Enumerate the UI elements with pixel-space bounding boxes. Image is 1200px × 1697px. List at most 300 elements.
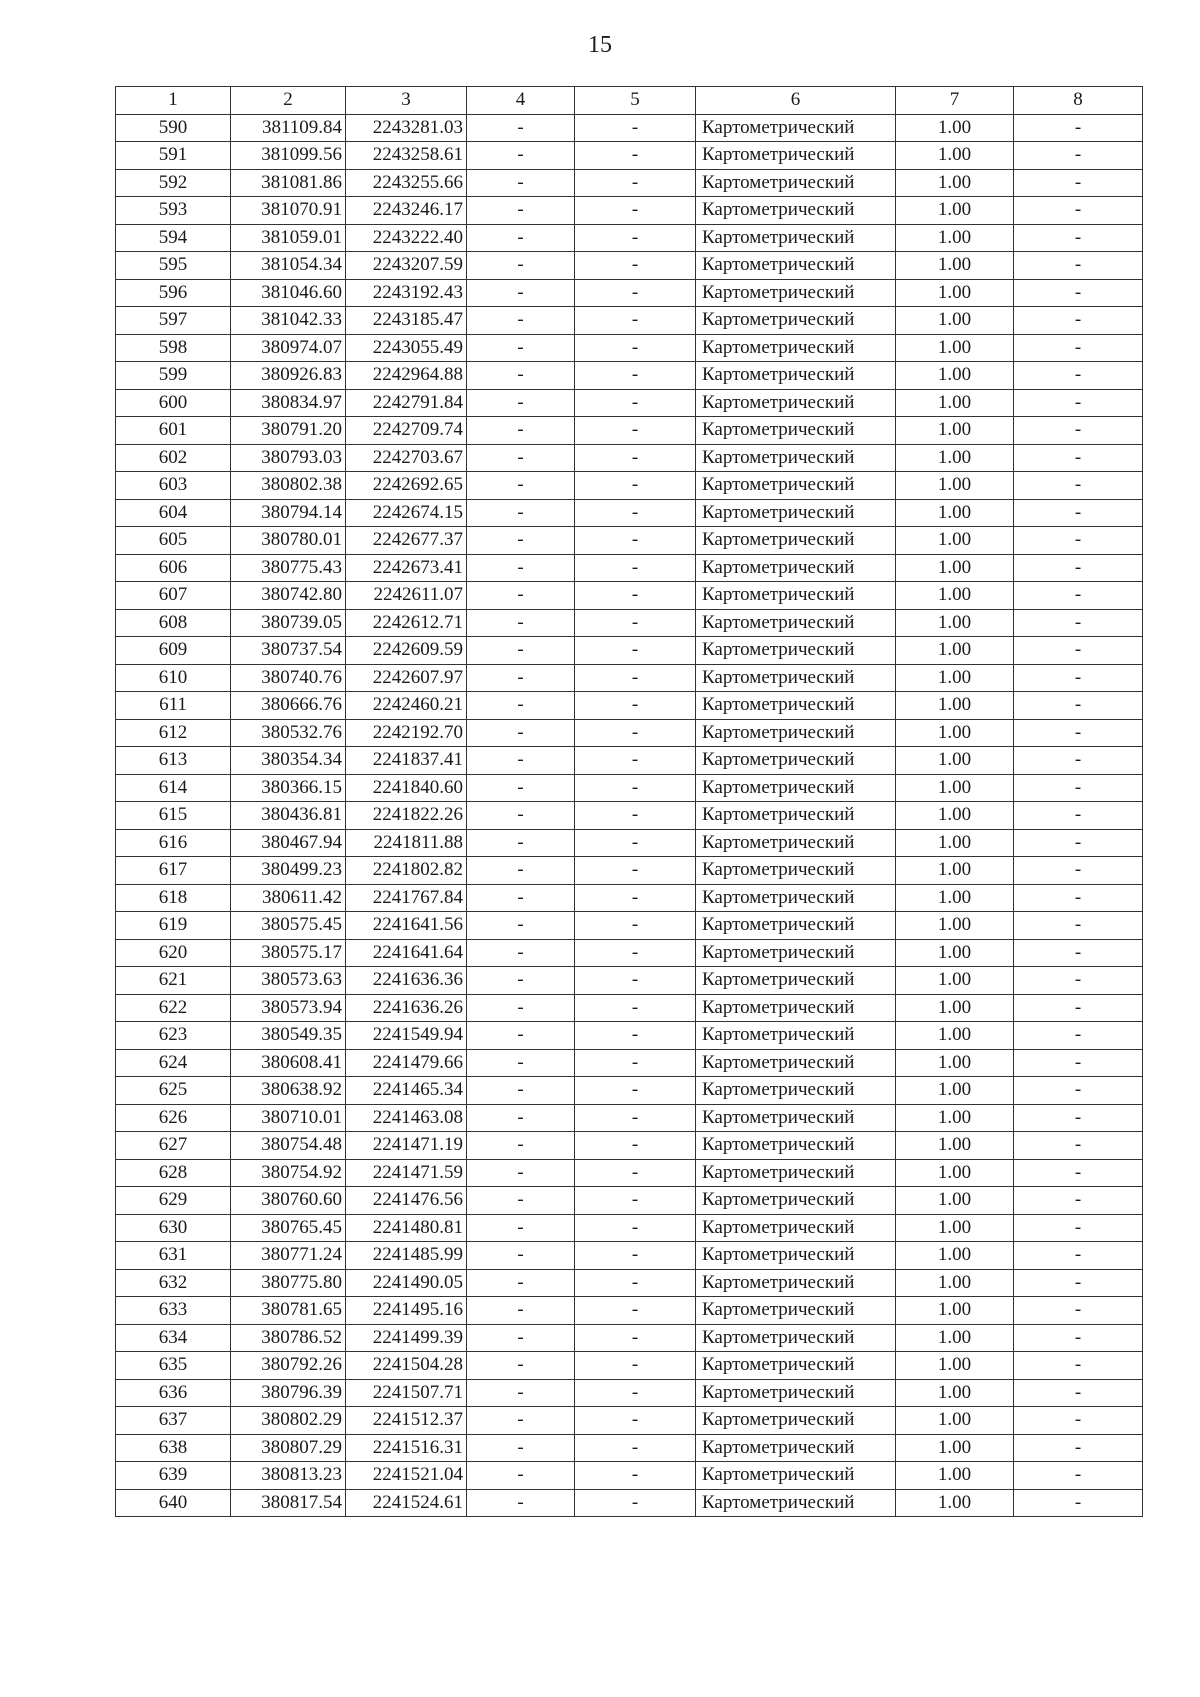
y-coordinate-cell: 2242673.41 xyxy=(346,554,467,582)
col4-cell: - xyxy=(467,912,575,940)
col5-cell: - xyxy=(575,527,696,555)
table-row xyxy=(116,197,1143,225)
col4-cell: - xyxy=(467,692,575,720)
col4-cell: - xyxy=(467,774,575,802)
col8-cell: - xyxy=(1014,884,1143,912)
x-coordinate-cell: 380549.35 xyxy=(231,1022,346,1050)
point-number-cell: 598 xyxy=(116,334,231,362)
col8-cell: - xyxy=(1014,1159,1143,1187)
col4-cell: - xyxy=(467,362,575,390)
y-coordinate-cell: 2242709.74 xyxy=(346,417,467,445)
y-coordinate-cell: 2242611.07 xyxy=(346,582,467,610)
accuracy-cell: 1.00 xyxy=(896,169,1014,197)
col4-cell: - xyxy=(467,637,575,665)
x-coordinate-cell: 380499.23 xyxy=(231,857,346,885)
col4-cell: - xyxy=(467,1214,575,1242)
col4-cell: - xyxy=(467,1462,575,1490)
col8-cell: - xyxy=(1014,1434,1143,1462)
point-number-cell: 602 xyxy=(116,444,231,472)
col8-cell: - xyxy=(1014,719,1143,747)
accuracy-cell: 1.00 xyxy=(896,1269,1014,1297)
accuracy-cell: 1.00 xyxy=(896,1159,1014,1187)
accuracy-cell: 1.00 xyxy=(896,197,1014,225)
table-row xyxy=(116,967,1143,995)
x-coordinate-cell: 380793.03 xyxy=(231,444,346,472)
col4-cell: - xyxy=(467,279,575,307)
method-cell: Картометрический xyxy=(696,169,896,197)
x-coordinate-cell: 380436.81 xyxy=(231,802,346,830)
col8-cell: - xyxy=(1014,1104,1143,1132)
x-coordinate-cell: 380710.01 xyxy=(231,1104,346,1132)
accuracy-cell: 1.00 xyxy=(896,362,1014,390)
col5-cell: - xyxy=(575,857,696,885)
col4-cell: - xyxy=(467,1049,575,1077)
col4-cell: - xyxy=(467,114,575,142)
col8-cell: - xyxy=(1014,527,1143,555)
y-coordinate-cell: 2241490.05 xyxy=(346,1269,467,1297)
table-row xyxy=(116,609,1143,637)
accuracy-cell: 1.00 xyxy=(896,967,1014,995)
x-coordinate-cell: 380611.42 xyxy=(231,884,346,912)
x-coordinate-cell: 380575.45 xyxy=(231,912,346,940)
col4-cell: - xyxy=(467,142,575,170)
y-coordinate-cell: 2241549.94 xyxy=(346,1022,467,1050)
table-row xyxy=(116,334,1143,362)
x-coordinate-cell: 380792.26 xyxy=(231,1352,346,1380)
col5-cell: - xyxy=(575,279,696,307)
col5-cell: - xyxy=(575,1269,696,1297)
col4-cell: - xyxy=(467,1077,575,1105)
y-coordinate-cell: 2241837.41 xyxy=(346,747,467,775)
x-coordinate-cell: 380834.97 xyxy=(231,389,346,417)
col4-cell: - xyxy=(467,1297,575,1325)
x-coordinate-cell: 380354.34 xyxy=(231,747,346,775)
col5-cell: - xyxy=(575,252,696,280)
table-row xyxy=(116,1049,1143,1077)
col4-cell: - xyxy=(467,1434,575,1462)
y-coordinate-cell: 2242192.70 xyxy=(346,719,467,747)
y-coordinate-cell: 2241471.19 xyxy=(346,1132,467,1160)
col5-cell: - xyxy=(575,967,696,995)
x-coordinate-cell: 380974.07 xyxy=(231,334,346,362)
accuracy-cell: 1.00 xyxy=(896,224,1014,252)
method-cell: Картометрический xyxy=(696,1104,896,1132)
accuracy-cell: 1.00 xyxy=(896,994,1014,1022)
method-cell: Картометрический xyxy=(696,664,896,692)
point-number-cell: 631 xyxy=(116,1242,231,1270)
point-number-cell: 612 xyxy=(116,719,231,747)
point-number-cell: 630 xyxy=(116,1214,231,1242)
x-coordinate-cell: 380817.54 xyxy=(231,1489,346,1517)
col8-cell: - xyxy=(1014,1132,1143,1160)
table-row xyxy=(116,664,1143,692)
point-number-cell: 614 xyxy=(116,774,231,802)
accuracy-cell: 1.00 xyxy=(896,1434,1014,1462)
col5-cell: - xyxy=(575,334,696,362)
point-number-cell: 591 xyxy=(116,142,231,170)
accuracy-cell: 1.00 xyxy=(896,472,1014,500)
table-row xyxy=(116,1077,1143,1105)
method-cell: Картометрический xyxy=(696,444,896,472)
point-number-cell: 595 xyxy=(116,252,231,280)
col5-cell: - xyxy=(575,912,696,940)
x-coordinate-cell: 380532.76 xyxy=(231,719,346,747)
point-number-cell: 623 xyxy=(116,1022,231,1050)
table-row xyxy=(116,857,1143,885)
point-number-cell: 635 xyxy=(116,1352,231,1380)
method-cell: Картометрический xyxy=(696,884,896,912)
point-number-cell: 608 xyxy=(116,609,231,637)
method-cell: Картометрический xyxy=(696,1022,896,1050)
y-coordinate-cell: 2241463.08 xyxy=(346,1104,467,1132)
point-number-cell: 590 xyxy=(116,114,231,142)
method-cell: Картометрический xyxy=(696,362,896,390)
col8-cell: - xyxy=(1014,1352,1143,1380)
point-number-cell: 601 xyxy=(116,417,231,445)
x-coordinate-cell: 380802.38 xyxy=(231,472,346,500)
method-cell: Картометрический xyxy=(696,747,896,775)
method-cell: Картометрический xyxy=(696,857,896,885)
accuracy-cell: 1.00 xyxy=(896,1104,1014,1132)
table-row xyxy=(116,1434,1143,1462)
col5-cell: - xyxy=(575,1324,696,1352)
col8-cell: - xyxy=(1014,582,1143,610)
table-row xyxy=(116,802,1143,830)
x-coordinate-cell: 380467.94 xyxy=(231,829,346,857)
point-number-cell: 632 xyxy=(116,1269,231,1297)
col8-cell: - xyxy=(1014,829,1143,857)
y-coordinate-cell: 2241507.71 xyxy=(346,1379,467,1407)
col5-cell: - xyxy=(575,829,696,857)
col5-cell: - xyxy=(575,1187,696,1215)
accuracy-cell: 1.00 xyxy=(896,857,1014,885)
y-coordinate-cell: 2242612.71 xyxy=(346,609,467,637)
y-coordinate-cell: 2241524.61 xyxy=(346,1489,467,1517)
method-cell: Картометрический xyxy=(696,967,896,995)
col4-cell: - xyxy=(467,1324,575,1352)
col8-cell: - xyxy=(1014,1214,1143,1242)
x-coordinate-cell: 380742.80 xyxy=(231,582,346,610)
accuracy-cell: 1.00 xyxy=(896,499,1014,527)
accuracy-cell: 1.00 xyxy=(896,939,1014,967)
col5-cell: - xyxy=(575,692,696,720)
col8-cell: - xyxy=(1014,1489,1143,1517)
method-cell: Картометрический xyxy=(696,334,896,362)
column-header: 2 xyxy=(231,87,346,115)
y-coordinate-cell: 2243258.61 xyxy=(346,142,467,170)
col4-cell: - xyxy=(467,499,575,527)
accuracy-cell: 1.00 xyxy=(896,802,1014,830)
col4-cell: - xyxy=(467,939,575,967)
table-row xyxy=(116,1489,1143,1517)
col4-cell: - xyxy=(467,1379,575,1407)
table-row xyxy=(116,1324,1143,1352)
method-cell: Картометрический xyxy=(696,1462,896,1490)
x-coordinate-cell: 381099.56 xyxy=(231,142,346,170)
col4-cell: - xyxy=(467,857,575,885)
accuracy-cell: 1.00 xyxy=(896,884,1014,912)
col5-cell: - xyxy=(575,802,696,830)
point-number-cell: 633 xyxy=(116,1297,231,1325)
col4-cell: - xyxy=(467,719,575,747)
col4-cell: - xyxy=(467,417,575,445)
col8-cell: - xyxy=(1014,1269,1143,1297)
accuracy-cell: 1.00 xyxy=(896,1352,1014,1380)
accuracy-cell: 1.00 xyxy=(896,1462,1014,1490)
x-coordinate-cell: 380573.94 xyxy=(231,994,346,1022)
col5-cell: - xyxy=(575,1159,696,1187)
table-row xyxy=(116,692,1143,720)
method-cell: Картометрический xyxy=(696,774,896,802)
col5-cell: - xyxy=(575,747,696,775)
y-coordinate-cell: 2241480.81 xyxy=(346,1214,467,1242)
table-row xyxy=(116,307,1143,335)
y-coordinate-cell: 2241516.31 xyxy=(346,1434,467,1462)
col4-cell: - xyxy=(467,389,575,417)
table-row xyxy=(116,252,1143,280)
accuracy-cell: 1.00 xyxy=(896,1132,1014,1160)
method-cell: Картометрический xyxy=(696,197,896,225)
point-number-cell: 640 xyxy=(116,1489,231,1517)
col5-cell: - xyxy=(575,774,696,802)
point-number-cell: 611 xyxy=(116,692,231,720)
col4-cell: - xyxy=(467,967,575,995)
col4-cell: - xyxy=(467,747,575,775)
accuracy-cell: 1.00 xyxy=(896,1214,1014,1242)
col8-cell: - xyxy=(1014,1187,1143,1215)
col8-cell: - xyxy=(1014,664,1143,692)
point-number-cell: 637 xyxy=(116,1407,231,1435)
accuracy-cell: 1.00 xyxy=(896,279,1014,307)
col4-cell: - xyxy=(467,1104,575,1132)
point-number-cell: 594 xyxy=(116,224,231,252)
col8-cell: - xyxy=(1014,1049,1143,1077)
col4-cell: - xyxy=(467,1132,575,1160)
method-cell: Картометрический xyxy=(696,1489,896,1517)
point-number-cell: 619 xyxy=(116,912,231,940)
y-coordinate-cell: 2241521.04 xyxy=(346,1462,467,1490)
col4-cell: - xyxy=(467,169,575,197)
table-row xyxy=(116,1132,1143,1160)
method-cell: Картометрический xyxy=(696,1077,896,1105)
method-cell: Картометрический xyxy=(696,1324,896,1352)
accuracy-cell: 1.00 xyxy=(896,417,1014,445)
x-coordinate-cell: 381059.01 xyxy=(231,224,346,252)
col8-cell: - xyxy=(1014,1022,1143,1050)
accuracy-cell: 1.00 xyxy=(896,1242,1014,1270)
x-coordinate-cell: 380765.45 xyxy=(231,1214,346,1242)
col8-cell: - xyxy=(1014,774,1143,802)
x-coordinate-cell: 380737.54 xyxy=(231,637,346,665)
col8-cell: - xyxy=(1014,554,1143,582)
accuracy-cell: 1.00 xyxy=(896,774,1014,802)
table-row xyxy=(116,169,1143,197)
x-coordinate-cell: 380740.76 xyxy=(231,664,346,692)
x-coordinate-cell: 380926.83 xyxy=(231,362,346,390)
y-coordinate-cell: 2242677.37 xyxy=(346,527,467,555)
header-row xyxy=(116,87,1143,115)
y-coordinate-cell: 2242964.88 xyxy=(346,362,467,390)
col5-cell: - xyxy=(575,637,696,665)
method-cell: Картометрический xyxy=(696,499,896,527)
col4-cell: - xyxy=(467,1407,575,1435)
col4-cell: - xyxy=(467,994,575,1022)
col4-cell: - xyxy=(467,1022,575,1050)
col5-cell: - xyxy=(575,1049,696,1077)
x-coordinate-cell: 380666.76 xyxy=(231,692,346,720)
table-row xyxy=(116,444,1143,472)
accuracy-cell: 1.00 xyxy=(896,142,1014,170)
accuracy-cell: 1.00 xyxy=(896,912,1014,940)
col5-cell: - xyxy=(575,224,696,252)
table-row xyxy=(116,224,1143,252)
table-row xyxy=(116,1297,1143,1325)
method-cell: Картометрический xyxy=(696,582,896,610)
col8-cell: - xyxy=(1014,224,1143,252)
col5-cell: - xyxy=(575,1379,696,1407)
table-row xyxy=(116,554,1143,582)
col5-cell: - xyxy=(575,499,696,527)
accuracy-cell: 1.00 xyxy=(896,334,1014,362)
col5-cell: - xyxy=(575,472,696,500)
col8-cell: - xyxy=(1014,1379,1143,1407)
accuracy-cell: 1.00 xyxy=(896,1187,1014,1215)
y-coordinate-cell: 2241811.88 xyxy=(346,829,467,857)
method-cell: Картометрический xyxy=(696,554,896,582)
col4-cell: - xyxy=(467,224,575,252)
point-number-cell: 626 xyxy=(116,1104,231,1132)
col4-cell: - xyxy=(467,609,575,637)
col8-cell: - xyxy=(1014,142,1143,170)
y-coordinate-cell: 2243185.47 xyxy=(346,307,467,335)
x-coordinate-cell: 380739.05 xyxy=(231,609,346,637)
col4-cell: - xyxy=(467,582,575,610)
col5-cell: - xyxy=(575,1242,696,1270)
y-coordinate-cell: 2242609.59 xyxy=(346,637,467,665)
col8-cell: - xyxy=(1014,692,1143,720)
x-coordinate-cell: 380638.92 xyxy=(231,1077,346,1105)
table-row xyxy=(116,1407,1143,1435)
method-cell: Картометрический xyxy=(696,114,896,142)
col8-cell: - xyxy=(1014,444,1143,472)
col8-cell: - xyxy=(1014,1077,1143,1105)
x-coordinate-cell: 381109.84 xyxy=(231,114,346,142)
col4-cell: - xyxy=(467,1489,575,1517)
col5-cell: - xyxy=(575,884,696,912)
point-number-cell: 627 xyxy=(116,1132,231,1160)
accuracy-cell: 1.00 xyxy=(896,829,1014,857)
method-cell: Картометрический xyxy=(696,1352,896,1380)
col4-cell: - xyxy=(467,197,575,225)
col5-cell: - xyxy=(575,1104,696,1132)
table-row xyxy=(116,994,1143,1022)
table-row xyxy=(116,389,1143,417)
col4-cell: - xyxy=(467,1187,575,1215)
x-coordinate-cell: 380775.80 xyxy=(231,1269,346,1297)
accuracy-cell: 1.00 xyxy=(896,527,1014,555)
column-header: 7 xyxy=(896,87,1014,115)
col8-cell: - xyxy=(1014,1242,1143,1270)
method-cell: Картометрический xyxy=(696,1242,896,1270)
point-number-cell: 613 xyxy=(116,747,231,775)
method-cell: Картометрический xyxy=(696,1187,896,1215)
y-coordinate-cell: 2241465.34 xyxy=(346,1077,467,1105)
col8-cell: - xyxy=(1014,802,1143,830)
col5-cell: - xyxy=(575,994,696,1022)
accuracy-cell: 1.00 xyxy=(896,1379,1014,1407)
column-header: 5 xyxy=(575,87,696,115)
accuracy-cell: 1.00 xyxy=(896,692,1014,720)
y-coordinate-cell: 2241802.82 xyxy=(346,857,467,885)
y-coordinate-cell: 2242703.67 xyxy=(346,444,467,472)
accuracy-cell: 1.00 xyxy=(896,1489,1014,1517)
col5-cell: - xyxy=(575,444,696,472)
point-number-cell: 629 xyxy=(116,1187,231,1215)
x-coordinate-cell: 381070.91 xyxy=(231,197,346,225)
col8-cell: - xyxy=(1014,1297,1143,1325)
col8-cell: - xyxy=(1014,307,1143,335)
col8-cell: - xyxy=(1014,169,1143,197)
point-number-cell: 606 xyxy=(116,554,231,582)
y-coordinate-cell: 2241471.59 xyxy=(346,1159,467,1187)
accuracy-cell: 1.00 xyxy=(896,554,1014,582)
method-cell: Картометрический xyxy=(696,1214,896,1242)
y-coordinate-cell: 2241822.26 xyxy=(346,802,467,830)
column-header: 1 xyxy=(116,87,231,115)
accuracy-cell: 1.00 xyxy=(896,252,1014,280)
method-cell: Картометрический xyxy=(696,1297,896,1325)
y-coordinate-cell: 2243246.17 xyxy=(346,197,467,225)
table-row xyxy=(116,142,1143,170)
method-cell: Картометрический xyxy=(696,307,896,335)
col8-cell: - xyxy=(1014,417,1143,445)
accuracy-cell: 1.00 xyxy=(896,582,1014,610)
table-row xyxy=(116,637,1143,665)
table-row xyxy=(116,719,1143,747)
col8-cell: - xyxy=(1014,912,1143,940)
col8-cell: - xyxy=(1014,994,1143,1022)
method-cell: Картометрический xyxy=(696,637,896,665)
method-cell: Картометрический xyxy=(696,224,896,252)
y-coordinate-cell: 2241641.56 xyxy=(346,912,467,940)
col4-cell: - xyxy=(467,334,575,362)
col5-cell: - xyxy=(575,197,696,225)
method-cell: Картометрический xyxy=(696,252,896,280)
coordinates-table xyxy=(115,86,1143,1517)
col8-cell: - xyxy=(1014,637,1143,665)
col4-cell: - xyxy=(467,252,575,280)
col5-cell: - xyxy=(575,609,696,637)
table-row xyxy=(116,747,1143,775)
col5-cell: - xyxy=(575,169,696,197)
page-number: 15 xyxy=(588,32,612,58)
col5-cell: - xyxy=(575,719,696,747)
x-coordinate-cell: 380754.48 xyxy=(231,1132,346,1160)
y-coordinate-cell: 2243222.40 xyxy=(346,224,467,252)
table-row xyxy=(116,939,1143,967)
point-number-cell: 616 xyxy=(116,829,231,857)
point-number-cell: 599 xyxy=(116,362,231,390)
x-coordinate-cell: 380794.14 xyxy=(231,499,346,527)
col5-cell: - xyxy=(575,1434,696,1462)
accuracy-cell: 1.00 xyxy=(896,637,1014,665)
col4-cell: - xyxy=(467,802,575,830)
table-row xyxy=(116,279,1143,307)
x-coordinate-cell: 380813.23 xyxy=(231,1462,346,1490)
y-coordinate-cell: 2242791.84 xyxy=(346,389,467,417)
table-row xyxy=(116,1269,1143,1297)
table-row xyxy=(116,884,1143,912)
